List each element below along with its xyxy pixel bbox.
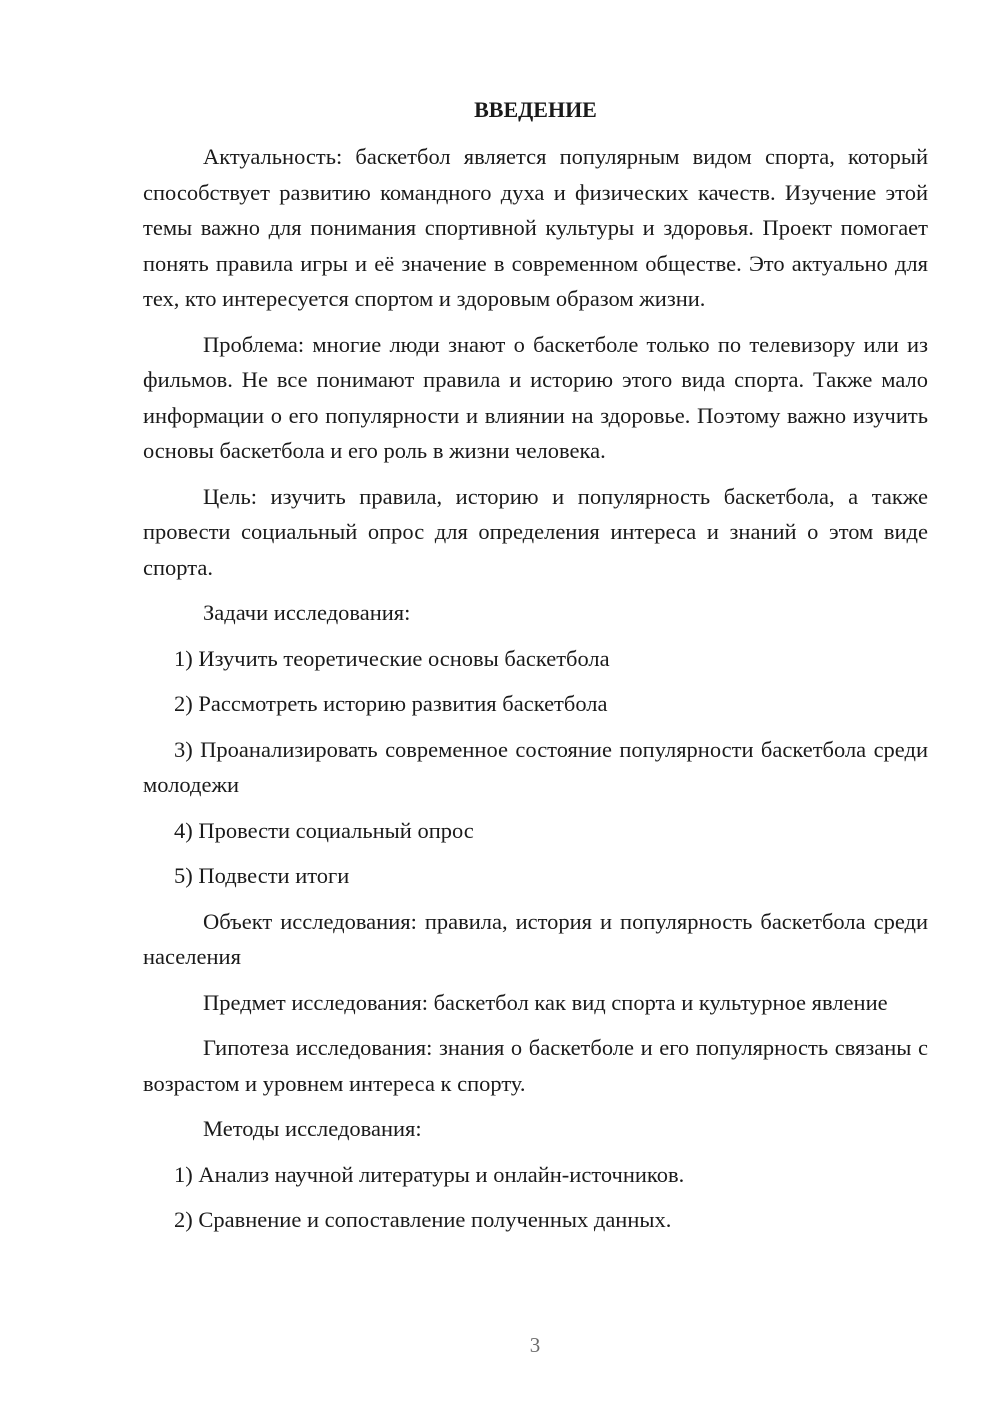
paragraph-tasks-heading: Задачи исследования: (203, 600, 411, 625)
page-number: 3 (529, 1333, 541, 1357)
list-item: 4) Провести социальный опрос (174, 817, 474, 843)
paragraph-methods-heading: Методы исследования: (203, 1116, 422, 1141)
paragraph-subject: Предмет исследования: баскетбол как вид спорта и культурное явление (203, 989, 888, 1015)
list-item: 1) Изучить теоретические основы баскетбола (174, 645, 610, 671)
paragraph-relevance: Актуальность: баскетбол является популярным видом спорта, который способствует развитию командного духа и физических качеств. Изучение этой темы важно для понимания спортивной культуры и здоровья. Проект помогает понять правила игры и её значение в современном обществе. Это актуально для тех, кто интересуется спортом и здоровым образом жизни. (143, 144, 928, 311)
paragraph-goal: Цель: изучить правила, историю и популярность баскетбола, а также провести социальный опрос для определения интереса и знаний о этом виде спорта. (143, 483, 928, 580)
paragraph-hypothesis: Гипотеза исследования: знания о баскетболе и его популярность связаны с возрастом и уровнем интереса к спорту. (143, 1035, 928, 1096)
document-page (143, 95, 928, 1248)
list-item: 2) Сравнение и сопоставление полученных данных. (174, 1207, 672, 1232)
list-item: 1) Анализ научной литературы и онлайн-источников. (174, 1161, 685, 1187)
list-item: 2) Рассмотреть историю развития баскетбола (174, 691, 608, 716)
paragraph-problem: Проблема: многие люди знают о баскетболе только по телевизору или из фильмов. Не все понимают правила и историю этого вида спорта. Также мало информации о его популярности и влиянии на здоровье. Поэтому важно изучить основы баскетбола и его роль в жизни человека. (143, 331, 928, 463)
paragraph-object: Объект исследования: правила, история и популярность баскетбола среди населения (143, 908, 928, 969)
list-item: 3) Проанализировать современное состояние популярности баскетбола среди молодежи (143, 736, 928, 797)
list-item: 5) Подвести итоги (174, 863, 350, 888)
section-title: ВВЕДЕНИЕ (474, 97, 597, 122)
